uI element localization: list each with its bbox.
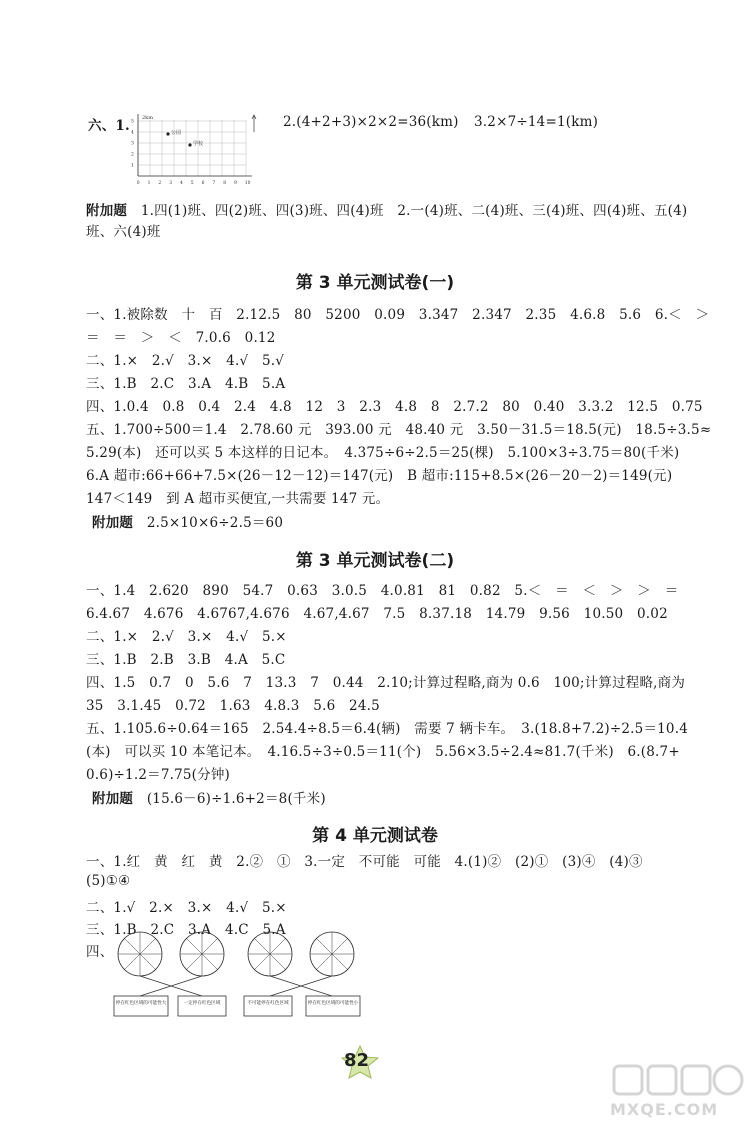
x-tick-label: 5: [190, 181, 194, 186]
bonus1-line1: 附加题 1.四(1)班、四(2)班、四(3)班、四(4)班 2.一(4)班、二(4)班、三(4)班、四(4)班、五(4): [86, 203, 688, 219]
answer-box-4-text: 停在红色区域的可能性小: [307, 1001, 359, 1006]
answer-box-2-text: 一定停在红色区域: [183, 1001, 221, 1006]
section6-lead: 六、1.: [88, 118, 130, 134]
grid-lines: [138, 120, 246, 176]
x-tick-labels: [137, 180, 251, 186]
unit3b-line: 三、1.B 2.B 3.B 4.A 5.C: [86, 652, 286, 668]
watermark-url: MXQE.COM: [610, 1100, 719, 1119]
x-tick-label: 1: [147, 181, 151, 186]
unit4-line: 三、1.B 2.C 3.A 4.C 5.A: [86, 922, 286, 938]
answer-box-1-text: 停在红色区域的可能性大: [115, 1001, 167, 1006]
section6-q2: 2.(4+2+3)×2×2=36(km): [283, 114, 459, 130]
page-number-badge: [340, 1045, 380, 1079]
y-tick-label: 4: [131, 130, 134, 136]
unit4-line: 四、: [86, 944, 114, 960]
watermark: [610, 1060, 745, 1122]
unit3a-line: ＝ ＝ ＞ ＜ 7.0.6 0.12: [86, 330, 276, 346]
answer-box-1: [114, 996, 168, 1016]
unit3a-line: 五、1.700÷500＝1.4 2.78.60 元 393.00 元 48.40 元 3.50－31.5＝18.5(元) 18.5÷3.5≈: [86, 422, 712, 438]
y-tick-label: 1: [131, 163, 134, 169]
page-number: 82: [344, 1050, 370, 1071]
y-tick-labels: [131, 119, 134, 169]
unit3a-line: 6.A 超市:66+66+7.5×(26－12－12)＝147(元) B 超市:115+8.5×(26－20－2)＝149(元): [86, 468, 673, 484]
section6-q3: 3.2×7÷14=1(km): [474, 114, 599, 130]
bonus1-line2: 班、六(4)班: [86, 224, 161, 240]
x-tick-label: 3: [169, 181, 173, 186]
unit3b-line: 四、1.5 0.7 0 5.6 7 13.3 7 0.44 2.10;计算过程略,商为 0.6 100;计算过程略,商为: [86, 675, 686, 691]
x-tick-label: 4: [180, 181, 183, 186]
unit3a-line: 一、1.被除数 十 百 2.12.5 80 5200 0.09 3.347 2.347 2.35 4.6.8 5.6 6.＜ ＞: [86, 307, 710, 323]
unit3b-line: 35 3.1.45 0.72 1.63 4.8.3 5.6 24.5: [86, 698, 380, 714]
spinner-wheels-diagram: [112, 928, 372, 1023]
unit3a-line: 三、1.B 2.C 3.A 4.B 5.A: [86, 376, 286, 392]
unit4-line: 二、1.√ 2.× 3.× 4.√ 5.×: [86, 900, 287, 916]
grid-unit: 2km: [142, 115, 153, 121]
unit3a-bonus: 附加题 2.5×10×6÷2.5＝60: [92, 515, 284, 531]
x-tick-label: 2: [158, 181, 162, 186]
y-tick-label: 3: [131, 141, 134, 147]
unit3b-line: 6.4.67 4.676 4.6767,4.676 4.67,4.67 7.5 8.37.18 14.79 9.56 10.50 0.02: [86, 606, 668, 622]
x-tick-label: 8: [223, 181, 227, 186]
y-tick-label: 5: [131, 119, 134, 125]
x-tick-label: 9: [234, 181, 237, 186]
y-tick-label: 2: [131, 152, 134, 158]
x-tick-label: 6: [201, 181, 205, 186]
unit3b-line: 二、1.× 2.√ 3.× 4.√ 5.×: [86, 629, 287, 645]
unit3b-title: 第 3 单元测试卷(二): [295, 551, 455, 571]
x-tick-label: 0: [136, 181, 140, 186]
watermark-logo-icon: [610, 1060, 745, 1100]
answer-box-3: [244, 996, 292, 1016]
unit3a-line: 二、1.× 2.√ 3.× 4.√ 5.√: [86, 353, 285, 369]
unit3b-line: 五、1.105.6÷0.64＝165 2.54.4÷8.5＝6.4(辆) 需要 7 辆卡车。 3.(18.8+7.2)÷2.5＝10.4: [86, 721, 689, 737]
point-b: [188, 143, 191, 146]
unit4-title: 第 4 单元测试卷: [312, 826, 438, 846]
answer-box-2: [178, 996, 226, 1016]
x-tick-label: 10: [244, 181, 251, 186]
north-arrow-icon: [252, 115, 256, 132]
unit3b-bonus: 附加题 (15.6－6)÷1.6+2＝8(千米): [92, 791, 326, 807]
unit3a-line: 147＜149 到 A 超市买便宜,一共需要 147 元。: [86, 491, 390, 507]
label-a: 公园: [171, 130, 182, 136]
point-a: [166, 132, 169, 135]
unit4-line: 一、1.红 黄 红 黄 2.② ① 3.一定 不可能 可能 4.(1)② (2)① (3)④ (4)③: [86, 854, 643, 870]
unit4-line: (5)①④: [86, 873, 131, 889]
coordinate-grid-diagram: [128, 112, 260, 190]
unit3b-line: 一、1.4 2.620 890 54.7 0.63 3.0.5 4.0.81 81 0.82 5.＜ ＝ ＜ ＞ ＞ ＝: [86, 583, 679, 599]
unit3b-line: 0.6)÷1.2＝7.75(分钟): [86, 767, 231, 783]
x-tick-label: 7: [212, 181, 216, 186]
unit3a-line: 四、1.0.4 0.8 0.4 2.4 4.8 12 3 2.3 4.8 8 2.7.2 80 0.40 3.3.2 12.5 0.75: [86, 399, 703, 415]
unit3a-line: 5.29(本) 还可以买 5 本这样的日记本。 4.375÷6÷2.5＝25(棵) 5.100×3÷3.75＝80(千米): [86, 445, 680, 461]
label-b: 学校: [193, 141, 204, 147]
unit3b-line: (本) 可以买 10 本笔记本。 4.16.5÷3÷0.5＝11(个) 5.56×3.5÷2.4≈81.7(千米) 6.(8.7+: [86, 744, 680, 760]
unit3a-title: 第 3 单元测试卷(一): [295, 273, 455, 293]
answer-box-4: [306, 996, 360, 1016]
answer-box-3-text: 不可能停在红色区域: [247, 1001, 289, 1006]
